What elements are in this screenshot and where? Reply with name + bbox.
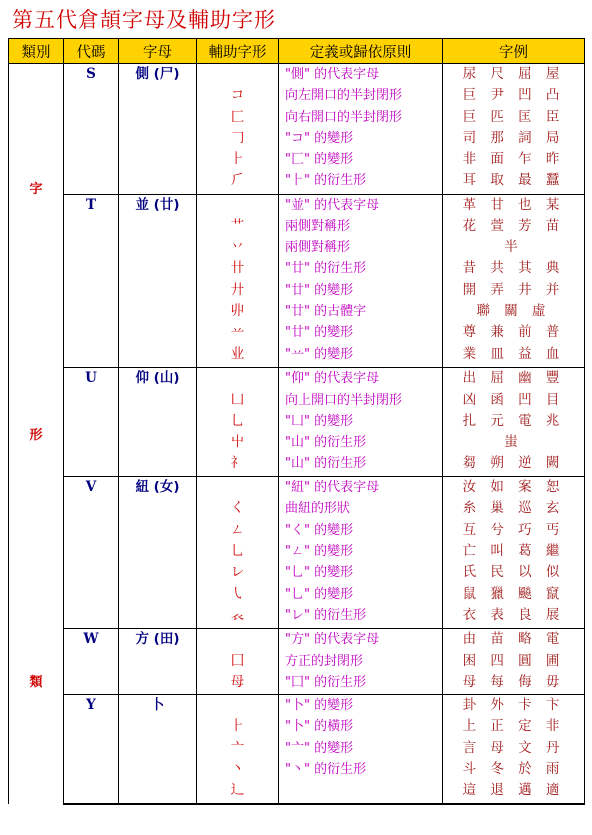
definition-text: "廿" 的古體字 <box>285 304 367 319</box>
definition-cell <box>279 194 443 368</box>
examples-cell <box>443 695 585 804</box>
definition-text: "丶" 的衍生形 <box>285 761 367 777</box>
definition-cell <box>279 477 443 629</box>
radical-cell <box>119 629 197 695</box>
example-chars: 聯 關 虛 <box>476 303 551 319</box>
radical-name: 並 (廿) <box>135 196 180 213</box>
table-row <box>9 64 585 195</box>
example-chars: 鼠 獵 飈 竄 <box>462 585 565 602</box>
example-chars: 芻 朔 逆 闕 <box>462 455 565 472</box>
definition-text: "山" 的衍生形 <box>285 435 367 451</box>
header-category: 類別 <box>9 39 64 64</box>
definition-text: "紐" 的代表字母 <box>285 480 380 496</box>
code-cell <box>64 368 119 477</box>
table-row <box>9 368 585 477</box>
auxiliary-shape <box>197 477 278 498</box>
table-body <box>9 64 585 805</box>
example-chars: 半 <box>504 239 523 256</box>
example-chars: 巨 尹 凹 凸 <box>462 87 565 104</box>
auxiliary-shape: ㇂ <box>230 585 245 602</box>
auxiliary-shape: ⺭ <box>230 455 245 472</box>
category-char: 形 <box>29 428 43 444</box>
example-chars: 由 苗 略 電 <box>462 631 565 648</box>
header-auxiliary: 輔助字形 <box>197 39 279 64</box>
auxiliary-shape: ㄥ <box>230 521 245 538</box>
definition-cell <box>279 368 443 477</box>
header-radical: 字母 <box>119 39 197 64</box>
auxiliary-shape: 廾 <box>230 281 245 298</box>
radical-cell <box>119 194 197 368</box>
category-cell <box>9 64 64 805</box>
radical-code: S <box>86 66 96 82</box>
example-chars: 司 那 詞 局 <box>462 129 565 146</box>
examples-cell <box>443 477 585 629</box>
auxiliary-shape <box>197 629 278 650</box>
code-cell <box>64 477 119 629</box>
radical-code: T <box>85 196 97 213</box>
definition-text: "⺊" 的衍生形 <box>285 173 367 189</box>
radical-cell <box>119 368 197 477</box>
example-chars: 衣 表 良 展 <box>462 606 565 623</box>
example-chars: 互 兮 巧 丐 <box>462 521 565 538</box>
radical-table <box>8 38 585 805</box>
examples-cell <box>443 64 585 195</box>
definition-text: "コ" 的變形 <box>285 130 354 146</box>
definition-text: "廿" 的變形 <box>285 325 354 341</box>
auxiliary-shape: ⺊ <box>230 718 245 735</box>
example-chars: 業 皿 益 血 <box>462 345 565 362</box>
example-chars: 扎 元 電 兆 <box>462 412 565 429</box>
header-examples: 字例 <box>443 39 585 64</box>
definition-text: "く" 的變形 <box>285 522 354 538</box>
radical-name: 側 (尸) <box>135 66 180 82</box>
auxiliary-cell <box>197 368 279 477</box>
definition-text: "乚" 的變形 <box>285 586 354 602</box>
definition-text: 兩側對稱形 <box>285 218 351 234</box>
definition-text: "卜" 的橫形 <box>285 719 354 735</box>
auxiliary-shape: 𧘇 <box>230 606 245 623</box>
radical-name: 紐 (女) <box>135 479 180 496</box>
example-chars: 卦 外 卡 卞 <box>462 697 565 714</box>
examples-cell <box>443 368 585 477</box>
category-char: 字 <box>29 181 43 197</box>
definition-text: "卜" 的變形 <box>285 698 354 714</box>
auxiliary-shape: 屮 <box>230 434 245 451</box>
definition-text: 曲紐的形狀 <box>285 501 351 517</box>
radical-cell <box>119 64 197 195</box>
example-chars: 汝 如 案 恕 <box>462 479 565 496</box>
definition-text: "山" 的衍生形 <box>285 456 367 472</box>
example-chars: 昔 共 其 典 <box>462 260 565 277</box>
table-row <box>9 194 585 368</box>
example-chars: 斗 冬 於 雨 <box>462 760 565 777</box>
definition-text: 方正的封閉形 <box>285 653 364 669</box>
auxiliary-shape: 䒑 <box>230 324 245 341</box>
auxiliary-shape <box>197 368 278 389</box>
auxiliary-shape: 业 <box>230 345 245 362</box>
example-chars: 耳 取 最 蠶 <box>462 172 565 189</box>
code-cell <box>64 695 119 804</box>
definition-text: "凵" 的變形 <box>285 413 354 429</box>
table-row <box>9 477 585 629</box>
radical-cell <box>119 695 197 804</box>
auxiliary-shape: 丶 <box>230 760 245 777</box>
definition-text: "ㄥ" 的變形 <box>285 544 354 560</box>
definition-text: 兩側對稱形 <box>285 240 351 256</box>
example-chars: 開 弄 井 并 <box>462 281 565 298</box>
auxiliary-shape: ⺁ <box>230 172 245 189</box>
example-chars: 上 正 定 非 <box>462 718 565 735</box>
auxiliary-shape: 艹 <box>230 217 245 234</box>
definition-text: "乚" 的變形 <box>285 565 354 581</box>
radical-code: Y <box>86 697 96 714</box>
auxiliary-cell <box>197 64 279 195</box>
auxiliary-cell <box>197 194 279 368</box>
radical-name: 方 (田) <box>135 631 180 648</box>
auxiliary-shape: 凵 <box>230 391 245 408</box>
definition-text: 向上開口的半封閉形 <box>285 392 403 408</box>
code-cell <box>64 64 119 195</box>
auxiliary-cell <box>197 477 279 629</box>
auxiliary-shape: ⺟ <box>230 673 245 690</box>
auxiliary-shape <box>197 64 278 85</box>
radical-code: V <box>85 479 97 496</box>
definition-text: "亠" 的變形 <box>285 740 354 756</box>
radical-cell <box>119 477 197 629</box>
example-chars: 非 面 乍 昨 <box>462 151 565 168</box>
examples-cell <box>443 629 585 695</box>
header-definition: 定義或歸依原則 <box>279 39 443 64</box>
example-chars: 困 四 圓 圃 <box>462 652 565 669</box>
example-chars: 氏 民 以 似 <box>462 564 565 581</box>
example-chars: 巨 匹 匡 臣 <box>462 108 565 125</box>
auxiliary-cell <box>197 695 279 804</box>
definition-text: "匚" 的變形 <box>285 152 354 168</box>
example-chars: 凶 函 凹 目 <box>462 391 565 408</box>
example-chars: 母 每 侮 毋 <box>462 673 565 690</box>
auxiliary-shape <box>197 195 278 216</box>
header-code: 代碼 <box>64 39 119 64</box>
auxiliary-shape: 囗 <box>230 652 245 669</box>
definition-text: "仰" 的代表字母 <box>285 371 380 387</box>
definition-text: "レ" 的衍生形 <box>285 607 367 623</box>
auxiliary-cell <box>197 629 279 695</box>
definition-text: "側" 的代表字母 <box>285 67 380 82</box>
radical-name: 卜 <box>150 697 165 714</box>
table-row <box>9 629 585 695</box>
definition-cell <box>279 64 443 195</box>
definition-text: "廿" 的衍生形 <box>285 261 367 277</box>
page-title: 第五代倉頡字母及輔助字形 <box>12 8 276 32</box>
definition-text: "廿" 的變形 <box>285 282 354 298</box>
auxiliary-shape <box>197 695 278 716</box>
definition-text: "並" 的代表字母 <box>285 197 380 213</box>
auxiliary-shape: コ <box>230 87 245 104</box>
definition-cell <box>279 629 443 695</box>
examples-cell <box>443 194 585 368</box>
auxiliary-shape: 丷 <box>230 239 245 256</box>
example-chars: 尿 尺 屈 屋 <box>462 66 565 82</box>
auxiliary-shape: 乚 <box>230 412 245 429</box>
auxiliary-shape: 亠 <box>230 739 245 756</box>
radical-name: 仰 (山) <box>135 370 180 387</box>
auxiliary-shape: 乚 <box>230 543 245 560</box>
table-row <box>9 695 585 804</box>
auxiliary-shape: く <box>230 500 245 517</box>
definition-text: "方" 的代表字母 <box>285 632 380 648</box>
code-cell <box>64 194 119 368</box>
definition-text: "䒑" 的變形 <box>285 346 354 362</box>
category-char: 類 <box>29 675 43 691</box>
example-chars: 糸 巢 巡 玄 <box>462 500 565 517</box>
example-chars: 蚩 <box>504 434 523 451</box>
example-chars: 亡 叫 葛 繼 <box>462 543 565 560</box>
definition-text: 向左開口的半封閉形 <box>285 88 403 104</box>
header-row <box>9 39 585 64</box>
auxiliary-shape: 卄 <box>230 260 245 277</box>
example-chars: 言 母 文 丹 <box>462 739 565 756</box>
auxiliary-shape: 匚 <box>230 108 245 125</box>
example-chars: 革 甘 也 某 <box>462 196 565 213</box>
radical-code: U <box>85 370 97 387</box>
definition-text: "囗" 的衍生形 <box>285 674 367 690</box>
example-chars: 花 萱 芳 苗 <box>462 217 565 234</box>
auxiliary-shape: レ <box>230 564 245 581</box>
code-cell <box>64 629 119 695</box>
example-chars: 尊 兼 前 普 <box>462 324 565 341</box>
definition-text: 向右開口的半封閉形 <box>285 109 403 125</box>
auxiliary-shape: 辶 <box>230 782 245 799</box>
auxiliary-shape: ⺊ <box>230 151 245 168</box>
example-chars: 這 退 邁 適 <box>462 782 565 799</box>
definition-cell <box>279 695 443 804</box>
auxiliary-shape: 丱 <box>230 303 245 319</box>
radical-code: W <box>83 631 99 648</box>
example-chars: 出 屈 幽 豐 <box>462 370 565 387</box>
auxiliary-shape: 𠃌 <box>230 129 245 146</box>
definition-text <box>279 780 442 801</box>
